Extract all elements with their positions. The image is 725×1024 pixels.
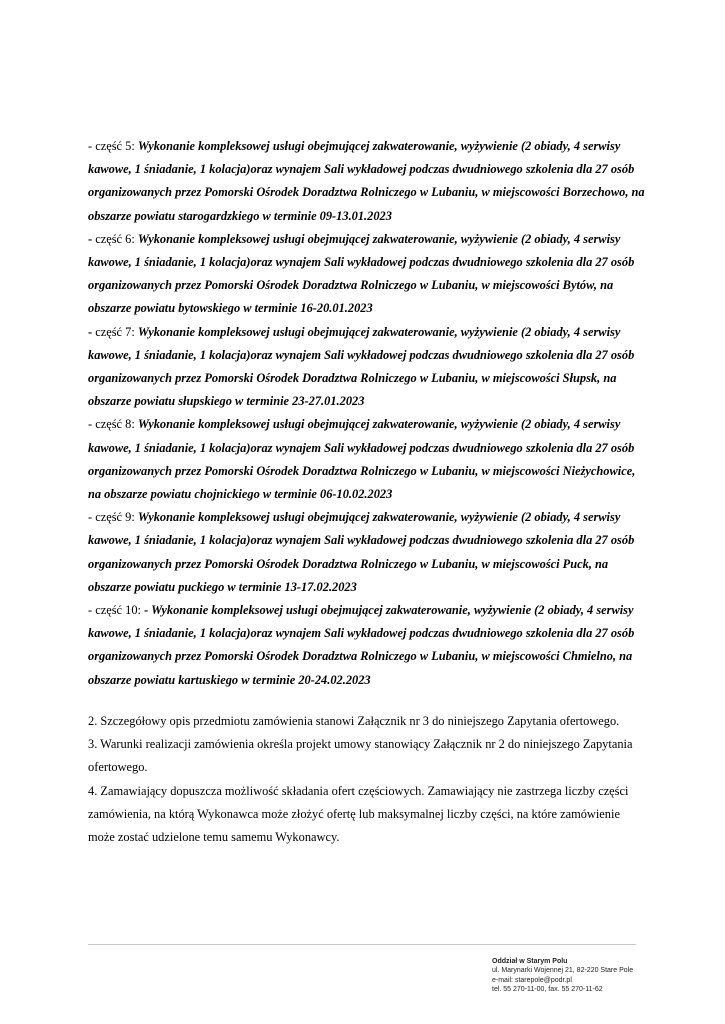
part-prefix [88,325,138,339]
point-3: 3. Warunki realizacji zamówienia określa projekt umowy stanowiący Załącznik nr 2 do niniejszego Zapytania ofertowego. [88,737,633,775]
footer-title: Oddział w Starym Polu [492,958,568,965]
part-prefix: - część 9: [88,510,138,525]
part-item [88,599,648,692]
part-prefix [88,232,138,246]
part-prefix-text: część 6: [92,231,138,246]
footer-address: ul. Marynarki Wojennej 21, 82-220 Stare Pole [492,967,634,975]
part-prefix-text: część 7: [92,324,138,339]
footer-phone: tel. 55 270-11-00, fax. 55 270-11-62 [492,985,603,993]
part-description: Wykonanie kompleksowej usługi obejmującej zakwaterowanie, wyżywienie (2 obiady, 4 serwisy kawowe, 1 śniadanie, 1 kolacja)oraz wynajem Sali wykładowej podczas dwudniowego szkolenia dla 27 osób organizowanych przez Pomorski Ośrodek Doradztwa Rolniczego w Lubaniu, w miejscowości Bytów, na obszarze powiatu bytowskiego w terminie 16-20.01.2023 [88,231,635,316]
part-description: Wykonanie kompleksowej usługi obejmującej zakwaterowanie, wyżywienie (2 obiady, 4 serwisy kawowe, 1 śniadanie, 1 kolacja)oraz wynajem Sali wykładowej podczas dwudniowego szkolenia dla 27 osób organizowanych przez Pomorski Ośrodek Doradztwa Rolniczego w Lubaniu, w miejscowości Nieżychowice, na obszarze powiatu chojnickiego w terminie 06-10.02.2023 [88,417,636,502]
part-description: Wykonanie kompleksowej usługi obejmującej zakwaterowanie, wyżywienie (2 obiady, 4 serwisy kawowe, 1 śniadanie, 1 kolacja)oraz wynajem Sali wykładowej podczas dwudniowego szkolenia dla 27 osób organizowanych przez Pomorski Ośrodek Doradztwa Rolniczego w Lubaniu, w miejscowości Borzechowo, na obszarze powiatu starogardzkiego w terminie 09-13.01.2023 [88,139,645,223]
part-dash: - [88,231,93,246]
part-item [88,506,648,599]
part-description: - Wykonanie kompleksowej usługi obejmującej zakwaterowanie, wyżywienie (2 obiady, 4 serwisy kawowe, 1 śniadanie, 1 kolacja)oraz wynajem Sali wykładowej podczas dwudniowego szkolenia dla 27 osób organizowanych przez Pomorski Ośrodek Doradztwa Rolniczego w Lubaniu, w miejscowości Chmielno, na obszarze powiatu kartuskiego w terminie 20-24.02.2023 [88,603,635,687]
part-description: Wykonanie kompleksowej usługi obejmującej zakwaterowanie, wyżywienie (2 obiady, 4 serwisy kawowe, 1 śniadanie, 1 kolacja)oraz wynajem Sali wykładowej podczas dwudniowego szkolenia dla 27 osób organizowanych przez Pomorski Ośrodek Doradztwa Rolniczego w Lubaniu, w miejscowości Puck, na obszarze powiatu puckiego w terminie 13-17.02.2023 [88,510,635,594]
part-item [88,228,648,321]
part-prefix: - część 8: [88,417,138,432]
part-description: Wykonanie kompleksowej usługi obejmującej zakwaterowanie, wyżywienie (2 obiady, 4 serwisy kawowe, 1 śniadanie, 1 kolacja)oraz wynajem Sali wykładowej podczas dwudniowego szkolenia dla 27 osób organizowanych przez Pomorski Ośrodek Doradztwa Rolniczego w Lubaniu, w miejscowości Słupsk, na obszarze powiatu słupskiego w terminie 23-27.01.2023 [88,324,635,409]
point-4: 4. Zamawiający dopuszcza możliwość składania ofert częściowych. Zamawiający nie zastrzega liczby części zamówienia, na którą Wykonawca może złożyć ofertę lub maksymalnej liczby części, na które zamówienie może zostać udzielone temu samemu Wykonawcy. [88,783,629,845]
numbered-points [88,710,648,849]
part-item [88,321,648,414]
parts-list [88,135,648,692]
part-item [88,413,648,506]
part-prefix: - część 10: [88,603,145,618]
footer-contact [492,957,692,994]
part-item [88,135,648,228]
footer-email: e-mail: starepole@podr.pl [492,976,572,984]
part-dash: - [88,324,93,339]
footer-divider [88,944,636,945]
point-2: 2. Szczegółowy opis przedmiotu zamówienia stanowi Załącznik nr 3 do niniejszego Zapytania ofertowego. [88,714,620,728]
part-prefix: - część 5: [88,139,138,153]
